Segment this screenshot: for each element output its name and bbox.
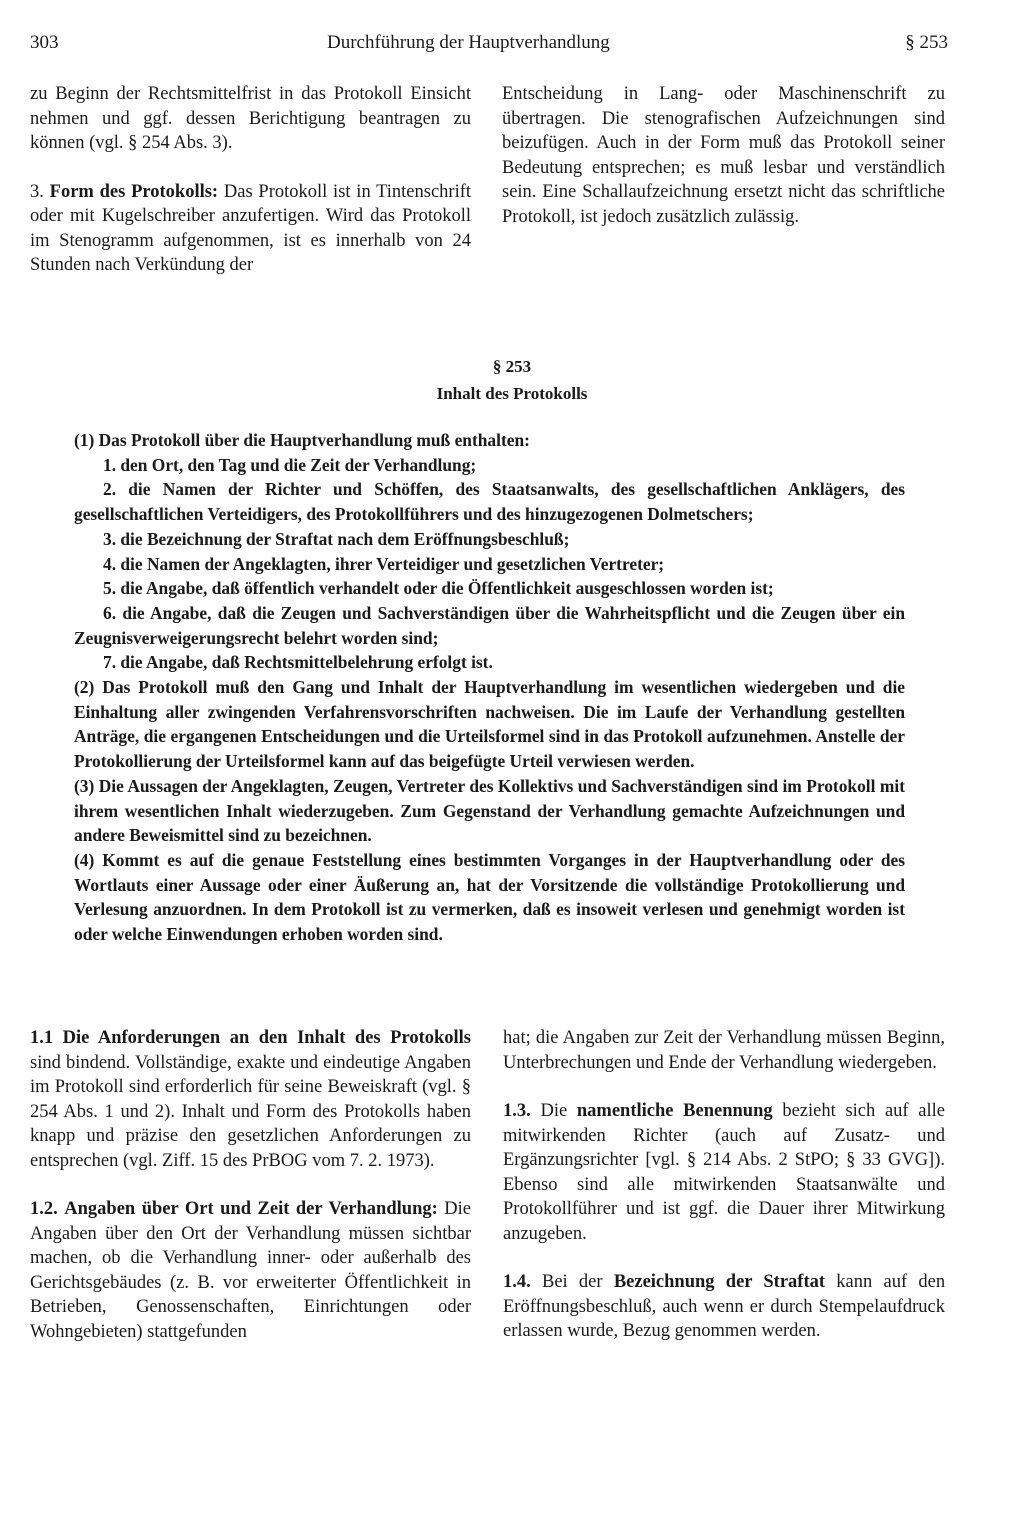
statute-item: 2. die Namen der Richter und Schöffen, des Staatsanwalts, des gesellschaftlichen Anklägers, des gesellschaftlichen Verteidigers, des Protokollführers und des hinzugezogenen Dolmetschers; [74,479,905,525]
commentary-text: Die Angaben über den Ort der Verhandlung müssen sichtbar machen, ob die Verhandlung inner- oder außerhalb des Gerichtsgebäudes (z. B. vor erweiterter Öffentlichkeit in Betrieben, Genossenschaften, Einrichtungen oder Wohngebieten) stattgefunden [30,1199,472,1342]
statute-item: 6. die Angabe, daß die Zeugen und Sachverständigen über die Wahrheitspflicht und die Zeugen über ein Zeugnisverweigerungsrecht belehrt worden sind; [74,602,905,648]
point-heading: Form des Protokolls: [49,181,219,202]
commentary-heading: namentliche Benennung [576,1101,773,1121]
commentary-number: 1.3. [503,1101,531,1121]
statute-text [74,428,905,947]
statute-item: 4. die Namen der Angeklagten, ihrer Verteidiger und gesetzlichen Vertreter; [103,553,665,574]
commentary-heading: Die Anforderungen an den Inhalt des Protokolls [62,1028,472,1048]
commentary-heading: Angaben über Ort und Zeit der Verhandlung: [64,1199,438,1219]
header-section-ref: § 253 [905,32,948,53]
top-left-paragraph-2 [30,180,471,278]
commentary-number: 1.2. [30,1199,58,1219]
top-right-paragraph: Entscheidung in Lang- oder Maschinenschrift zu übertragen. Die stenografischen Aufzeichnungen sind beizufügen. Auch in der Form muß das Protokoll seiner Bedeutung entsprechen; es muß lesbar und verständlich sein. Eine Schallaufzeichnung ersetzt nicht das schriftliche Protokoll, ist jedoch zusätzlich zulässig. [502,84,945,227]
section-title: Inhalt des Protokolls [436,384,588,403]
commentary-text: bezieht sich auf alle mitwirkenden Richter (auch auf Zusatz- und Ergänzungsrichter [vgl. § 214 Abs. 2 StPO; § 33 GVG]). Ebenso sind alle mitwirkenden Staatsanwälte und Protokollführer und ist ggf. die Dauer ihrer Mitwirkung anzugeben. [503,1101,945,1244]
commentary-1-2-continued: hat; die Angaben zur Zeit der Verhandlung müssen Beginn, Unterbrechungen und Ende der Verhandlung wiedergeben. [503,1028,945,1073]
commentary-text: kann auf den Eröffnungsbeschluß, auch wenn er durch Stempelaufdruck erlassen wurde, Bezug genommen werden. [503,1272,946,1341]
top-left-paragraph-1: zu Beginn der Rechtsmittelfrist in das Protokoll Einsicht nehmen und ggf. dessen Berichtigung beantragen zu können (vgl. § 254 Abs. 3). [30,84,471,153]
statute-abs1-intro: (1) Das Protokoll über die Hauptverhandlung muß enthalten: [74,430,530,450]
statute-abs3: (3) Die Aussagen der Angeklagten, Zeugen, Vertreter des Kollektivs und Sachverständigen sind im Protokoll mit ihrem wesentlichen Inhalt wiederzugeben. Zum Gegenstand der Verhandlung gemachte Aufzeichnungen und andere Beweismittel sind zu bezeichnen. [74,775,905,846]
statute-abs2: (2) Das Protokoll muß den Gang und Inhalt der Hauptverhandlung im wesentlichen wiedergeben und die Einhaltung aller zwingenden Verfahrensvorschriften nachweisen. Die im Laufe der Verhandlung gestellten Anträge, die ergangenen Entscheidungen und die Urteilsformel sind in das Protokoll aufzunehmen. Anstelle der Protokollierung der Urteilsformel kann auf das beigefügte Urteil verwiesen werden. [74,677,905,772]
commentary-number: 1.4. [503,1272,531,1292]
statute-item: 5. die Angabe, daß öffentlich verhandelt oder die Öffentlichkeit ausgeschlossen worden ist; [103,578,774,599]
commentary-heading: Bezeichnung der Straftat [613,1272,826,1292]
statute-item: 7. die Angabe, daß Rechtsmittelbelehrung erfolgt ist. [103,652,493,673]
commentary-1-2 [30,1197,471,1344]
commentary-left-column [30,1026,471,1344]
top-right-column [502,82,945,229]
commentary-1-4 [503,1270,945,1344]
page-number: 303 [30,32,59,53]
running-title: Durchführung der Hauptverhandlung [327,32,610,53]
point-text: Das Protokoll ist in Tintenschrift oder mit Kugelschreiber anzufertigen. Wird das Protokoll im Stenogramm aufgenommen, ist es innerhalb von 24 Stunden nach Verkündung der [30,181,472,275]
section-number: § 253 [492,357,532,376]
commentary-number: 1.1 [30,1028,54,1048]
commentary-text: sind bindend. Vollständige, exakte und eindeutige Angaben im Protokoll sind erforderlich für seine Beweiskraft (vgl. § 254 Abs. 1 und 2). Inhalt und Form des Protokolls haben knapp und präzise den gesetzlichen Anforderungen zu entsprechen (vgl. Ziff. 15 des PrBOG vom 7. 2. 1973). [30,1052,471,1171]
statute-item: 1. den Ort, den Tag und die Zeit der Verhandlung; [103,454,477,475]
point-number: 3. [30,181,44,202]
commentary-1-1 [30,1026,471,1173]
commentary-text: Die [540,1101,568,1121]
top-left-column [30,82,471,278]
statute-item: 3. die Bezeichnung der Straftat nach dem Eröffnungsbeschluß; [103,528,570,549]
commentary-1-3 [503,1099,945,1246]
commentary-text: Bei der [542,1272,603,1292]
commentary-right-column [503,1026,945,1344]
statute-abs4: (4) Kommt es auf die genaue Feststellung eines bestimmten Vorganges in der Hauptverhandlung oder des Wortlauts einer Aussage oder einer Äußerung an, hat der Vorsitzende die vollständige Protokollierung und Verlesung anzuordnen. In dem Protokoll ist zu vermerken, daß es insoweit verlesen und genehmigt worden ist oder welche Einwendungen erhoben worden sind. [74,849,905,945]
